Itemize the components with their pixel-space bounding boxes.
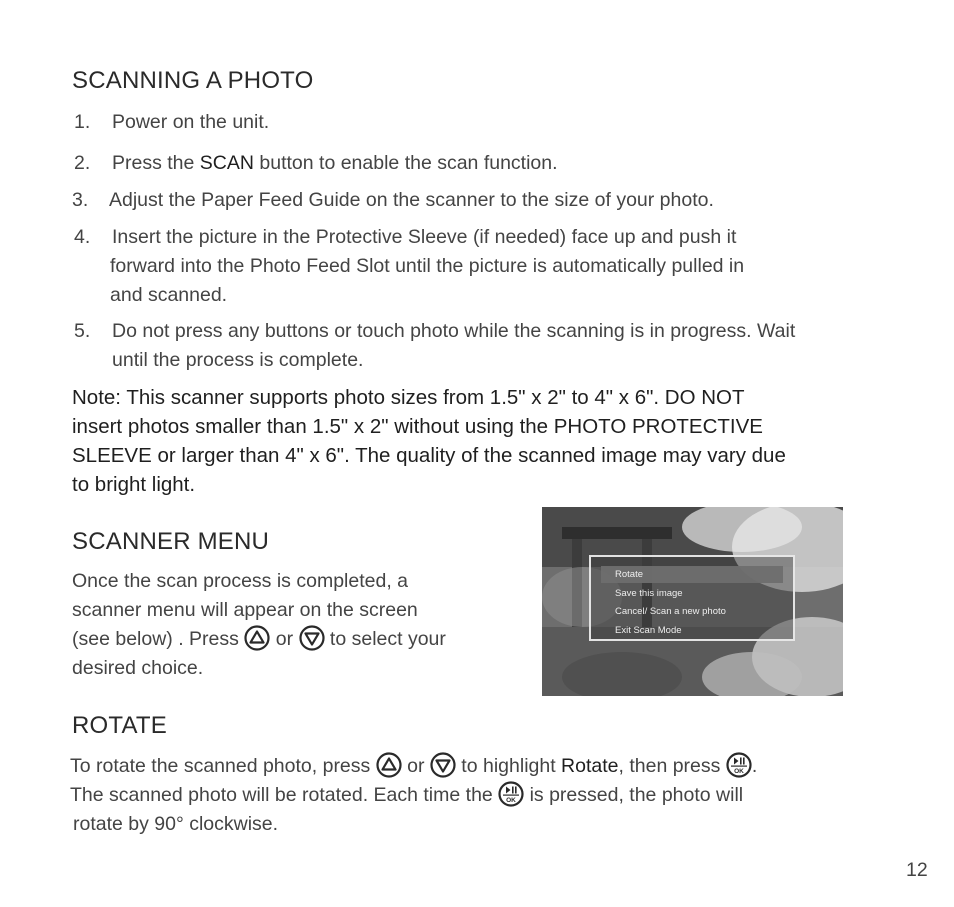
note — [72, 383, 786, 499]
note-line: SLEEVE or larger than 4" x 6". The quality of the scanned image may vary due — [72, 444, 786, 467]
text-fragment: to highlight — [455, 755, 562, 777]
step-1 — [74, 108, 269, 137]
text-fragment: To rotate the scanned photo, press — [70, 755, 376, 777]
text-line: rotate by 90° clockwise. — [73, 813, 279, 835]
step-text: Press the — [112, 152, 200, 174]
text-line — [70, 781, 757, 810]
section-title-scanner-menu: SCANNER MENU — [72, 528, 270, 555]
down-arrow-button-icon — [430, 752, 456, 778]
step-number: 4. — [74, 226, 91, 248]
section-title-rotate: ROTATE — [72, 712, 167, 739]
text-fragment: . — [751, 755, 758, 777]
step-text: forward into the Photo Feed Slot until the picture is automatically pulled in — [110, 255, 745, 277]
text-line — [72, 625, 446, 654]
step-text: Insert the picture in the Protective Sleeve (if needed) face up and push it — [112, 226, 737, 248]
scanner-screen-image — [542, 507, 843, 696]
note-line: to bright light. — [72, 473, 196, 496]
text-line: Once the scan process is completed, a — [72, 570, 409, 592]
rotate-label: Rotate — [561, 755, 619, 777]
ok-label: OK — [733, 768, 744, 775]
up-arrow-button-icon — [244, 625, 270, 651]
menu-item-cancel-scan: Cancel/ Scan a new photo — [615, 606, 726, 617]
text-fragment: The scanned photo will be rotated. Each time the — [70, 784, 499, 806]
step-number: 5. — [74, 320, 91, 342]
step-5 — [74, 317, 795, 375]
menu-item-exit: Exit Scan Mode — [615, 625, 682, 636]
play-pause-ok-button-icon — [726, 752, 752, 778]
text-fragment: , then press — [618, 755, 726, 777]
up-arrow-button-icon — [376, 752, 402, 778]
scanner-menu-text — [72, 567, 446, 683]
down-arrow-button-icon — [299, 625, 325, 651]
step-4 — [74, 223, 744, 310]
scan-button-name: SCAN — [199, 152, 254, 174]
ok-label: OK — [506, 797, 517, 804]
text-line — [70, 752, 757, 781]
note-line: Note: This scanner supports photo sizes from 1.5" x 2" to 4" x 6". DO NOT — [72, 386, 745, 409]
text-line: scanner menu will appear on the screen — [72, 599, 418, 621]
note-line: insert photos smaller than 1.5" x 2" without using the PHOTO PROTECTIVE — [72, 415, 763, 438]
text-line: desired choice. — [72, 657, 204, 679]
step-text: button to enable the scan function. — [253, 152, 558, 174]
step-2 — [74, 149, 558, 178]
text-fragment: or — [401, 755, 430, 777]
section-title-scanning: SCANNING A PHOTO — [72, 67, 314, 94]
scanner-menu-overlay — [589, 555, 795, 641]
text-fragment: to select your — [324, 628, 446, 650]
menu-item-rotate: Rotate — [601, 566, 783, 583]
text-fragment: or — [270, 628, 299, 650]
step-text: Do not press any buttons or touch photo while the scanning is in progress. Wait — [112, 320, 796, 342]
step-text: Power on the unit. — [112, 111, 270, 133]
step-text: Adjust the Paper Feed Guide on the scanner to the size of your photo. — [109, 189, 714, 211]
step-number: 2. — [74, 152, 91, 174]
play-pause-ok-button-icon — [498, 781, 524, 807]
page-number: 12 — [906, 859, 928, 881]
step-text: until the process is complete. — [112, 349, 364, 371]
step-3 — [72, 186, 714, 215]
text-fragment: is pressed, the photo will — [524, 784, 744, 806]
menu-item-save: Save this image — [615, 588, 683, 599]
step-number: 1. — [74, 111, 91, 133]
rotate-text — [70, 752, 757, 839]
step-number: 3. — [72, 189, 89, 211]
text-fragment: (see below) . Press — [72, 628, 245, 650]
step-text: and scanned. — [110, 284, 228, 306]
